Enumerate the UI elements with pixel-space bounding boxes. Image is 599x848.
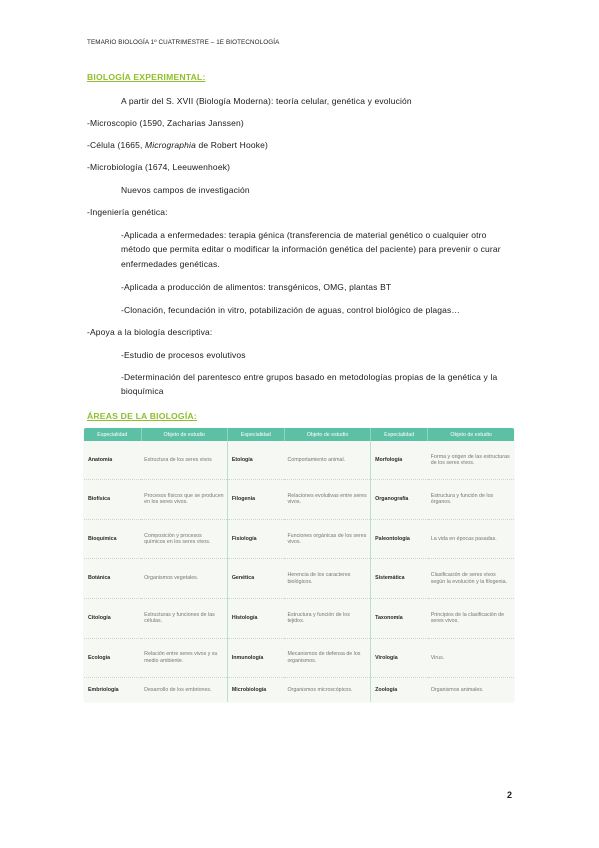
table-cell: Citología — [84, 598, 141, 638]
table-cell: Composición y procesos químicos en los seres vivos. — [141, 519, 227, 559]
header-especialidad: Especialidad — [371, 428, 428, 441]
celula-line — [87, 138, 268, 152]
table-cell: La vida en épocas pasadas. — [428, 519, 514, 559]
table-cell: Organismos vegetales. — [141, 559, 227, 599]
celula-post: de Robert Hooke) — [195, 140, 268, 150]
apoya-line: -Apoya a la biología descriptiva: — [87, 327, 213, 337]
table-cell: Taxonomía — [371, 598, 428, 638]
running-head: TEMARIO BIOLOGÍA 1º CUATRIMESTRE – 1E BIOTECNOLOGÍA — [87, 39, 280, 46]
table-row — [84, 598, 514, 638]
header-objeto: Objeto de estudio — [284, 428, 370, 441]
table-cell: Mecanismos de defensa de los organismos. — [284, 638, 370, 678]
table-cell: Estructuras y funciones de las células. — [141, 598, 227, 638]
table-cell: Virología — [371, 638, 428, 678]
table-cell: Forma y origen de las estructuras de los seres vivos. — [428, 441, 514, 480]
table-row — [84, 519, 514, 559]
header-objeto: Objeto de estudio — [428, 428, 514, 441]
table-cell: Filogenia — [227, 480, 284, 520]
section-title-areas: ÁREAS DE LA BIOLOGÍA: — [87, 411, 197, 421]
table-cell: Relación entre seres vivos y su medio ambiente. — [141, 638, 227, 678]
table-cell: Embriología — [88, 686, 119, 693]
determinacion-paragraph: -Determinación del parentesco entre grupos basado en metodologías propias de la genética y la bioquímica — [121, 372, 498, 397]
celula-pre: -Célula (1665, — [87, 140, 146, 150]
table-cell: Ecología — [84, 638, 141, 678]
section-title-biologia-experimental: BIOLOGÍA EXPERIMENTAL: — [87, 72, 206, 82]
intro-line: A partir del S. XVII (Biología Moderna): teoría celular, genética y evolución — [121, 96, 412, 106]
areas-table — [84, 428, 514, 702]
microscopio-line: -Microscopio (1590, Zacharias Janssen) — [87, 118, 244, 128]
nuevos-campos-line: Nuevos campos de investigación — [121, 185, 250, 195]
table-cell: Estructura y función de los tejidos. — [284, 598, 370, 638]
table-cell: Principios de la clasificación de seres vivos. — [428, 598, 514, 638]
table-row — [84, 480, 514, 520]
table-cell: Biofísica — [84, 480, 141, 520]
table-cell: Funciones orgánicas de los seres vivos. — [284, 519, 370, 559]
table-cell: Anatomía — [84, 441, 141, 480]
table-cell: Inmunología — [227, 638, 284, 678]
table-cell: Sistemática — [371, 559, 428, 599]
table-header-row — [84, 428, 514, 441]
table-cell: Relaciones evolutivas entre seres vivos. — [284, 480, 370, 520]
table-row — [84, 559, 514, 599]
aplicada-alimentos-line: -Aplicada a producción de alimentos: transgénicos, OMG, plantas BT — [121, 282, 392, 292]
header-especialidad: Especialidad — [84, 428, 141, 441]
table-cell: Morfología — [371, 441, 428, 480]
table-cell: Botánica — [84, 559, 141, 599]
table-cell: Procesos físicos que se producen en los seres vivos. — [141, 480, 227, 520]
table-cell: Clasificación de seres vivos según la evolución y la filogenia. — [428, 559, 514, 599]
table-cell: Bioquímica — [84, 519, 141, 559]
table-cell: Etología — [227, 441, 284, 480]
estudio-line: -Estudio de procesos evolutivos — [121, 350, 246, 360]
clonacion-line: -Clonación, fecundación in vitro, potabilización de aguas, control biológico de plagas… — [121, 305, 461, 315]
header-especialidad: Especialidad — [227, 428, 284, 441]
table-cell: Histología — [227, 598, 284, 638]
table-cell: Organografía — [371, 480, 428, 520]
aplicada-enfermedades-paragraph: -Aplicada a enfermedades: terapia génica (transferencia de material genético o cualquier otro método que permita editar o modificar la información genética del paciente) para prevenir o curar enfermedades genéticas. — [121, 230, 501, 269]
table-cell: Paleontología — [371, 519, 428, 559]
microbiologia-line: -Microbiología (1674, Leeuwenhoek) — [87, 162, 231, 172]
table-cell: Genética — [227, 559, 284, 599]
micrographia-italic: Micrographia — [145, 140, 196, 150]
ingenieria-line: -Ingeniería genética: — [87, 207, 168, 217]
table-row — [84, 678, 514, 702]
table-row — [84, 441, 514, 480]
table-cell: Zoología — [375, 686, 398, 693]
table-row — [84, 638, 514, 678]
table-cell: Organismos animales. — [430, 686, 484, 693]
table-cell: Virus. — [428, 638, 514, 678]
table-cell: Comportamiento animal. — [284, 441, 370, 480]
table-cell: Fisiología — [227, 519, 284, 559]
table-cell: Estructura y función de los órganos. — [428, 480, 514, 520]
header-objeto: Objeto de estudio — [141, 428, 227, 441]
table-cell: Organismos microscópicos. — [284, 678, 370, 702]
table-cell: Desarrollo de los embriones. — [141, 678, 227, 702]
table-cell: Estructura de los seres vivos — [141, 441, 227, 480]
table-cell: Herencia de los caracteres biológicos. — [284, 559, 370, 599]
page-number: 2 — [507, 790, 513, 800]
areas-table-image — [84, 428, 514, 702]
table-cell: Microbiología — [231, 686, 267, 693]
